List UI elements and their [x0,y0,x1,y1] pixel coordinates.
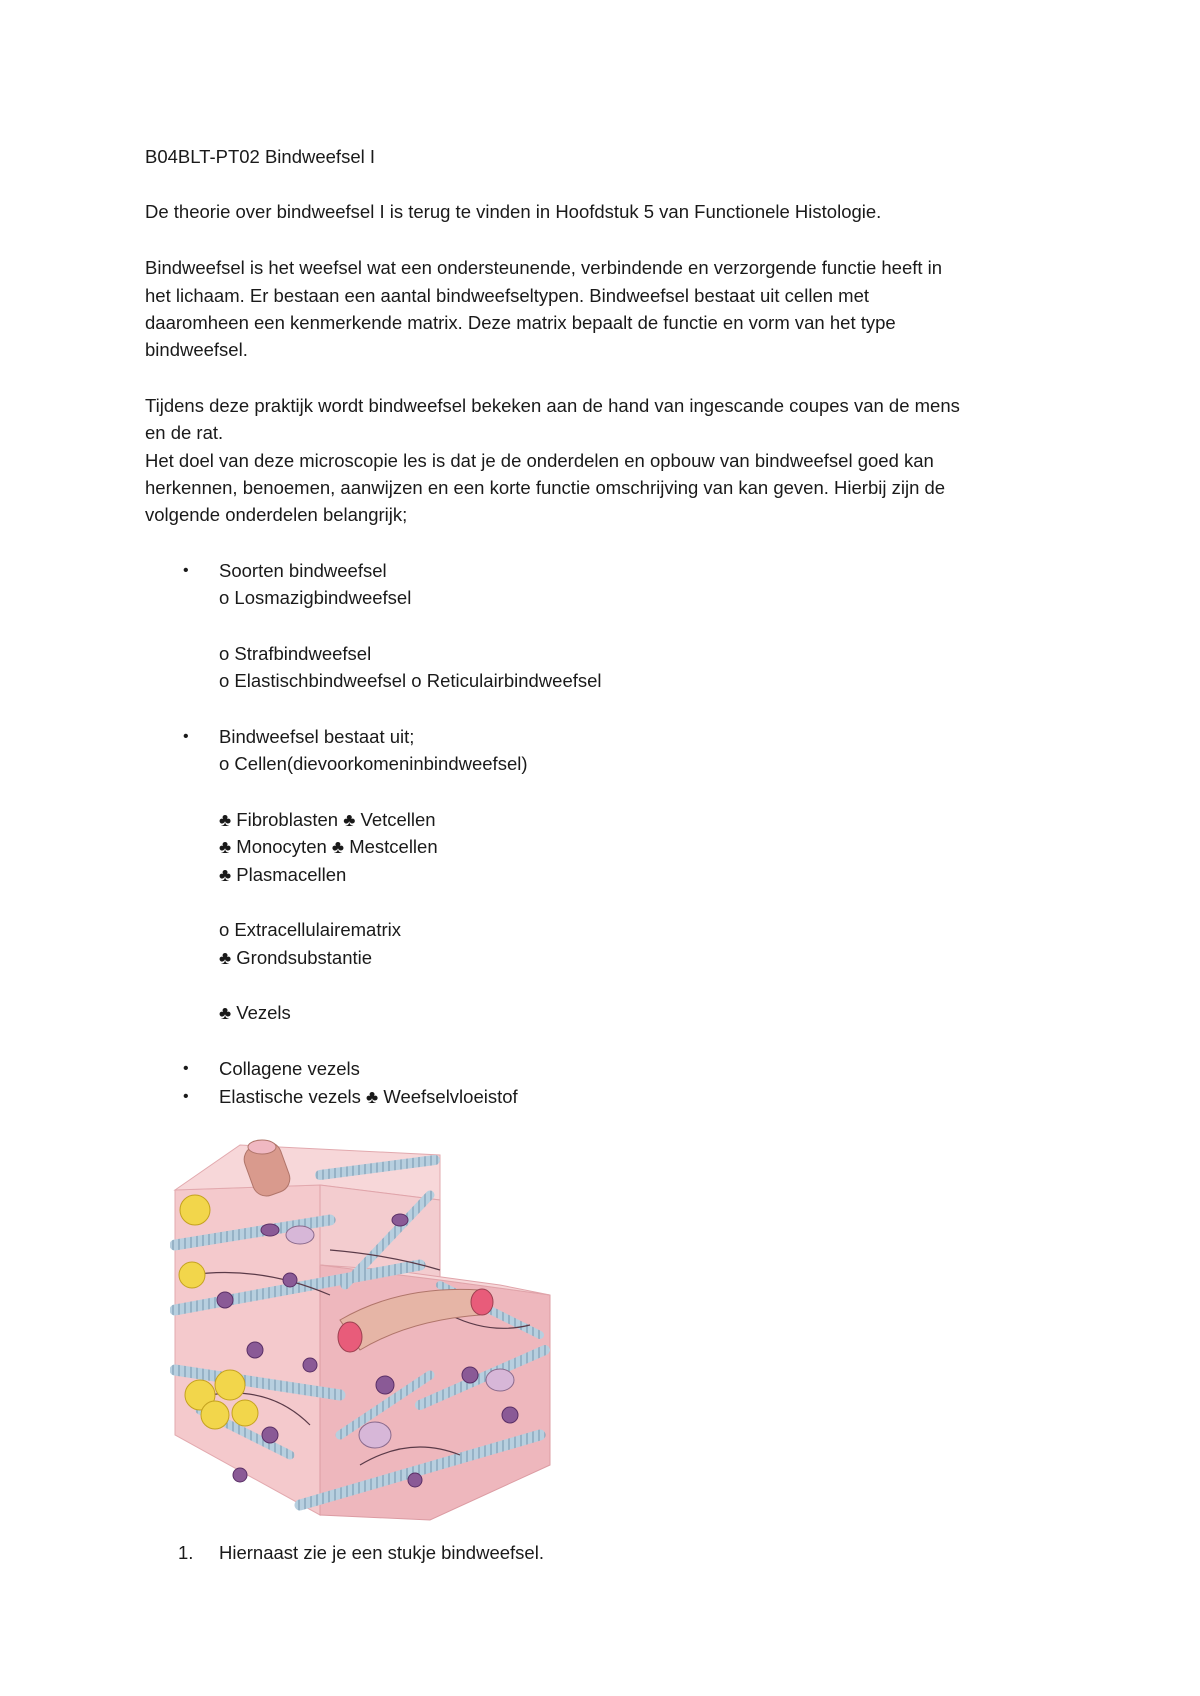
list-item-2: Bindweefsel bestaat uit; [219,726,415,747]
para2-line-3: Het doel van deze microscopie les is dat je de onderdelen en opbouw van bindweefsel goed kan [145,450,934,471]
list-subitem: ♣ Monocyten ♣ Mestcellen [219,836,438,857]
list-item-4: Elastische vezels ♣ Weefselvloeistof [219,1086,518,1107]
list-subitem: ♣ Fibroblasten ♣ Vetcellen [219,809,436,830]
list-item-1: Soorten bindweefsel [219,560,387,581]
document-title: B04BLT-PT02 Bindweefsel I [145,146,376,167]
list-subitem: o Extracellulairematrix [219,919,401,940]
para1-line-1: Bindweefsel is het weefsel wat een ondersteunende, verbindende en verzorgende functie heeft in [145,257,943,278]
connective-tissue-illustration [170,1135,560,1525]
list-subitem: ♣ Plasmacellen [219,864,347,885]
list-subitem: ♣ Vezels [219,1002,291,1023]
list-subitem: o Losmazigbindweefsel [219,587,412,608]
bullet-symbol: • [183,1060,189,1077]
numbered-item-number: 1. [178,1542,194,1563]
bullet-symbol: • [183,728,189,745]
para1-line-3: daaromheen een kenmerkende matrix. Deze matrix bepaalt de functie en vorm van het type [145,312,896,333]
bullet-symbol: • [183,1088,189,1105]
list-subitem: o Cellen(dievoorkomeninbindweefsel) [219,753,528,774]
para1-line-4: bindweefsel. [145,339,248,360]
list-subitem: o Strafbindweefsel [219,643,372,664]
numbered-item-text: Hiernaast zie je een stukje bindweefsel. [219,1542,544,1563]
list-subitem: o Elastischbindweefsel o Reticulairbindweefsel [219,670,602,691]
bullet-symbol: • [183,562,189,579]
para1-line-2: het lichaam. Er bestaan een aantal bindweefseltypen. Bindweefsel bestaat uit cellen met [145,285,870,306]
para2-line-2: en de rat. [145,422,224,443]
para2-line-4: herkennen, benoemen, aanwijzen en een korte functie omschrijving van kan geven. Hierbij zijn de [145,477,946,498]
list-subitem: ♣ Grondsubstantie [219,947,373,968]
list-item-3: Collagene vezels [219,1058,360,1079]
intro-text: De theorie over bindweefsel I is terug te vinden in Hoofdstuk 5 van Functionele Histologie. [145,201,882,222]
para2-line-1: Tijdens deze praktijk wordt bindweefsel bekeken aan de hand van ingescande coupes van de mens [145,395,960,416]
para2-line-5: volgende onderdelen belangrijk; [145,504,408,525]
